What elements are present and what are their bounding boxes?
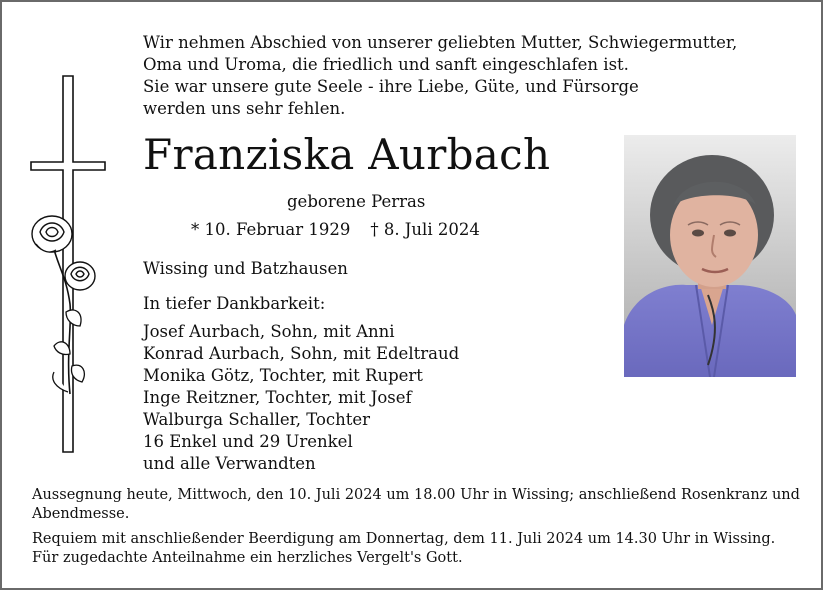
- farewell-notice: Aussegnung heute, Mittwoch, den 10. Juli 2024 um 18.00 Uhr in Wissing; anschließend Rosenkranz und Abendmesse.: [32, 487, 800, 522]
- intro-text: [143, 32, 737, 120]
- cross-with-roses-icon: [26, 74, 116, 456]
- mourner-line: Monika Götz, Tochter, mit Rupert: [143, 366, 423, 385]
- mourner-line: Konrad Aurbach, Sohn, mit Edeltraud: [143, 344, 460, 363]
- mourners-list: [143, 321, 459, 475]
- life-dates: [191, 220, 480, 239]
- mourner-line: Josef Aurbach, Sohn, mit Anni: [143, 322, 395, 341]
- mourner-line: Inge Reitzner, Tochter, mit Josef: [143, 388, 412, 407]
- intro-line: Oma und Uroma, die friedlich und sanft eingeschlafen ist.: [143, 55, 629, 74]
- mourner-line: und alle Verwandten: [143, 454, 316, 473]
- birth-name: geborene Perras: [287, 192, 426, 211]
- birth-date: * 10. Februar 1929: [191, 220, 351, 239]
- intro-line: Wir nehmen Abschied von unserer geliebten Mutter, Schwiegermutter,: [143, 33, 738, 52]
- places: Wissing und Batzhausen: [143, 259, 348, 278]
- mourner-line: Walburga Schaller, Tochter: [143, 410, 371, 429]
- portrait-photo: [624, 135, 796, 377]
- thanks-heading: In tiefer Dankbarkeit:: [143, 294, 326, 313]
- mourner-line: 16 Enkel und 29 Urenkel: [143, 432, 353, 451]
- death-date: † 8. Juli 2024: [370, 220, 480, 239]
- requiem-notice: Requiem mit anschließender Beerdigung am Donnertag, dem 11. Juli 2024 um 14.30 Uhr in Wissing. Für zugedachte Anteilnahme ein herzliches Vergelt's Gott.: [32, 531, 776, 566]
- intro-line: werden uns sehr fehlen.: [143, 99, 346, 118]
- intro-line: Sie war unsere gute Seele - ihre Liebe, Güte, und Fürsorge: [143, 77, 639, 96]
- deceased-name: Franziska Aurbach: [143, 130, 551, 179]
